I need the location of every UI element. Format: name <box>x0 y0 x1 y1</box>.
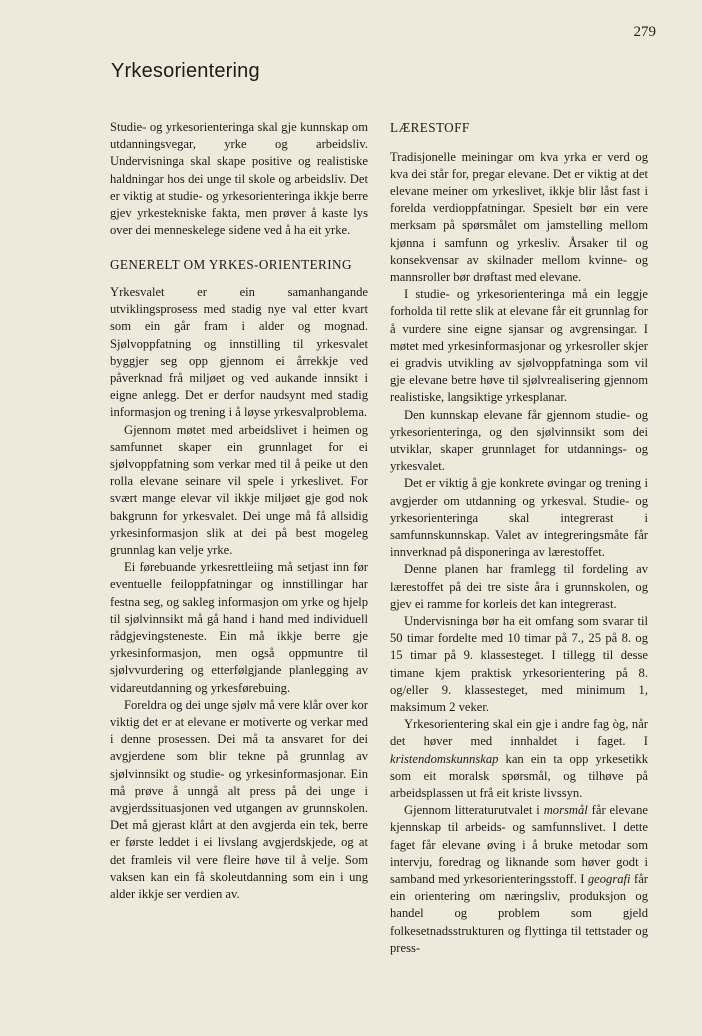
body-paragraph: Denne planen har framlegg til fordeling av lærestoffet på dei tre siste åra i grunnskolen, og gjev ei ramme for korleis det kan integrerast. <box>390 562 648 611</box>
section-heading-general: GENERELT OM YRKES-ORIENTERING <box>110 257 352 273</box>
left-column <box>110 119 368 903</box>
body-paragraph: I studie- og yrkesorienteringa må ein leggje forholda til rette slik at elevane får eit grunnlag for å vurdere sine eigne sjansar og avgrensingar. I møtet med yrkesinformasjonar og yrkesroller skjer ei gradvis utvikling av sjølvoppfatninga som vil gje elevane betre høve til sjølvrealisering gjennom realistiske, langsiktige yrkesplanar. <box>390 287 648 405</box>
section-heading-laerestoff: LÆRESTOFF <box>390 120 470 135</box>
body-paragraph: Foreldra og dei unge sjølv må vere klår over kor viktig det er at elevane er motiverte og verkar med i denne prosessen. Dei må ta ansvaret for dei avgjerdene som blir tekne på grunnlag av sjølvinnsikt og studie- og yrkesinformasjonar. Ein må prøve å unngå alt press på dei unge i avgjerdssituasjonen ved utgangen av grunnskolen. Det må gjerast klårt at den avgjerda ein tek, berre er første leddet i ei livslang avgjerdskjede, og at det framleis vil vere fleire høve til å velje. Som vaksen kan ein få skoleutdanning som ein i ung alder ikkje ser verdien av. <box>110 697 368 902</box>
subject-name-emphasis: morsmål <box>543 803 588 818</box>
body-paragraph <box>390 802 648 957</box>
body-paragraph: Den kunnskap elevane får gjennom studie- og yrkesorienteringa, og den sjølvinnsikt som dei utviklar, skaper grunnlaget for utdannings- og yrkesvalet. <box>390 407 648 474</box>
text-run: Yrkesorientering skal ein gje i andre fag òg, når det høver med innhaldet i faget. I <box>390 717 648 749</box>
page-number: 279 <box>633 24 656 40</box>
subject-name-emphasis: geografi <box>587 872 631 887</box>
body-paragraph: Tradisjonelle meiningar om kva yrka er verd og kva dei står for, pregar elevane. Det er viktig at det elevane meiner om yrkeslivet, ikkje blir låst fast i forelda verdioppfatningar. Spesielt bør ein vere merksam på spørsmålet om jamstelling mellom kjønna i samfunn og yrkesliv. Årsaker til og konsekvensar av skilnader mellom kvinne- og mannsroller bør drøftast med elevane. <box>390 149 648 284</box>
text-run: Gjennom litteraturutvalet i <box>404 803 544 818</box>
body-paragraph: Det er viktig å gje konkrete øvingar og trening i avgjerder om utdanning og yrkesval. Studie- og yrkesorienteringa skal integrerast i samfunnskunnskap. Valet av integreringsmåte får innverknad på disponeringa av lærestoffet. <box>390 476 648 560</box>
text-run: får elevane kjennskap til arbeids- og samfunnslivet. I dette faget får elevane øving i å bruke metodar som intervju, foredrag og liknande som høver godt i samband med yrkesorienteringsstoff. I <box>390 803 648 887</box>
subject-name-emphasis: kristendomskunnskap <box>390 751 499 766</box>
body-paragraph: Yrkesvalet er ein samanhangande utviklingsprosess med stadig nye val etter kvart som ein går fram i alder og mognad. Sjølvoppfatning og innstilling til yrkesvalet byggjer seg opp gjennom ei årrekkje ved påverknad frå miljøet og ved aukande innsikt i eigne anlegg. Det er derfor naudsynt med stadig informasjon og trening i å løyse yrkesvalproblema. <box>110 284 368 420</box>
body-paragraph <box>390 716 648 802</box>
right-column <box>390 119 648 957</box>
intro-paragraph: Studie- og yrkesorienteringa skal gje kunnskap om utdanningsvegar, yrke og arbeidsliv. Undervisninga skal skape positive og realistiske haldningar hos dei unge til skole og arbeidsliv. Det er viktig at studie- og yrkesorienteringa ikkje berre gjev yrkestekniske fakta, men prøver å kaste lys over dei menneskelege sidene ved å ha eit yrke. <box>110 120 368 238</box>
body-paragraph: Undervisninga bør ha eit omfang som svarar til 50 timar fordelte med 10 timar på 7., 25 på 8. og 15 timar på 9. klassesteget. I tillegg til desse timane kjem praktisk yrkesorientering på 8. og/eller 9. klassesteget, med minimum 1, maksimum 2 veker. <box>390 613 648 714</box>
text-run: kan ein ta opp yrkesetikk som eit moralsk spørsmål, og tilhøve på arbeidsplassen ut frå eit kriste livssyn. <box>390 751 648 801</box>
body-paragraph: Gjennom møtet med arbeidslivet i heimen og samfunnet skaper ein grunnlaget for ei sjølvoppfatning som verkar med til å peike ut den rolla elevane seinare vil spele i yrkeslivet. For svært mange elevar vil ikkje miljøet gje god nok bakgrunn for yrkesvalet. Dei unge må få allsidig yrkesinformasjon slik at dei på best mogeleg grunnlag kan velje yrke. <box>110 422 368 557</box>
body-paragraph: Ei førebuande yrkesrettleiing må setjast inn før eventuelle feiloppfatningar og innstillingar har festna seg, og sakleg informasjon om yrke og hjelp til sjølvinnsikt må gå hand i hand med individuell rådgjevingsteneste. Ein må ikkje berre gje yrkesinformasjon, men også oppmuntre til sjølvvurdering og etterfølgjande planlegging av vidareutdanning og yrkesførebuing. <box>110 560 368 695</box>
text-run: får ein orientering om næringsliv, produksjon og handel og problem som gjeld folkesetnadsstrukturen og flyttinga til tettstader og press- <box>390 872 648 955</box>
page-title: Yrkesorientering <box>111 60 260 82</box>
